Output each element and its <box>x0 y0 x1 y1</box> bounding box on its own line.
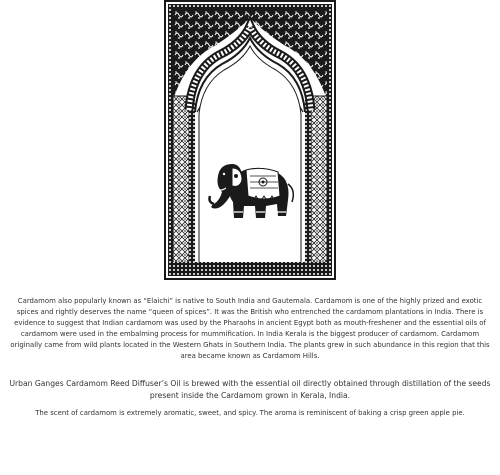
description-paragraph: Cardamom also popularly known as “Elaichi” is native to South India and Gautemala. Cardamom is one of the highly prized and exotic spices and rightly deserves the name “queen of spices”. It was the British who entrenched the cardamom plantations in India. There is evidence to suggest that Indian cardamom was used by the Pharaohs in ancient Egypt both as mouth-freshener and the essential oils of cardamom were used in the embalming process for mummification. In India Kerala is the biggest producer of cardamom. Cardamom originally came from wild plants located in the Western Ghats in Southern India. The plants grew in such abundance in this region that this area became known as Cardamom Hills. <box>10 297 490 360</box>
arch-illustration <box>164 0 336 280</box>
ornate-arch-icon <box>164 0 336 280</box>
scent-description-paragraph: The scent of cardamom is extremely aromatic, sweet, and spicy. The aroma is reminiscent of baking a crisp green apple pie. <box>35 409 465 417</box>
product-description-paragraph: Urban Ganges Cardamom Reed Diffuser’s Oil is brewed with the essential oil directly obtained through distillation of the seeds present inside the Cardamom grown in Kerala, India. <box>9 379 491 400</box>
